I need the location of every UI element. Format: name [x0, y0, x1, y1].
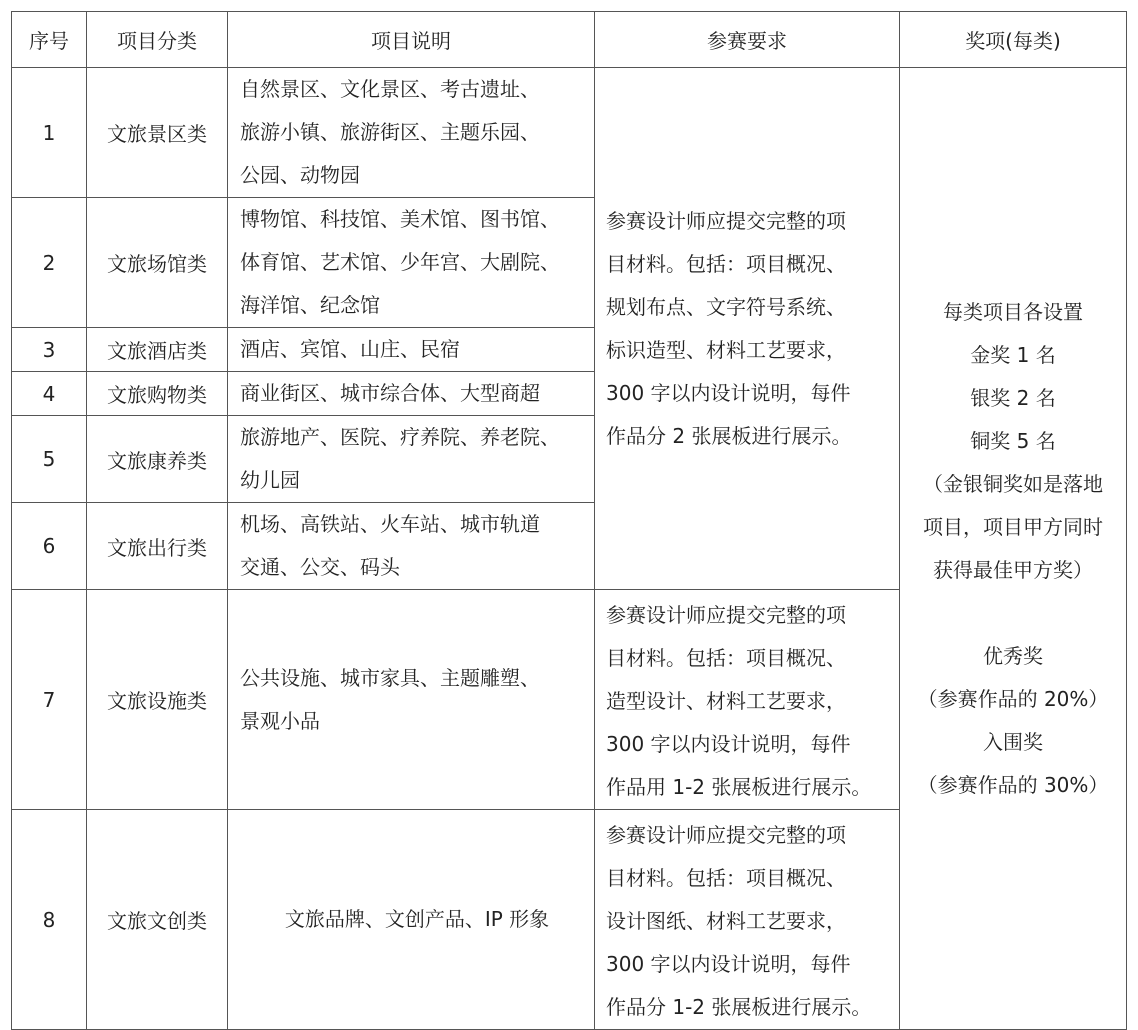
- row-number: 4: [12, 372, 87, 416]
- row-category: 文旅酒店类: [87, 328, 228, 372]
- header-no: 序号: [12, 12, 87, 68]
- row-number: 7: [12, 590, 87, 810]
- table-row: [12, 68, 1127, 198]
- awards-cell: 每类项目各设置 金奖 1 名 银奖 2 名 铜奖 5 名 （金银铜奖如是落地 项目，项目甲方同时 获得最佳甲方奖） 优秀奖 （参赛作品的 20%） 入围奖 （参赛作品的 30%）: [900, 68, 1127, 1030]
- row-number: 6: [12, 503, 87, 590]
- header-row: [12, 12, 1127, 68]
- row-description: 酒店、宾馆、山庄、民宿: [228, 328, 595, 372]
- header-awards: 奖项(每类): [900, 12, 1127, 68]
- header-description: 项目说明: [228, 12, 595, 68]
- row-description: 旅游地产、医院、疗养院、养老院、 幼儿园: [228, 416, 595, 503]
- row-description: 公共设施、城市家具、主题雕塑、 景观小品: [228, 590, 595, 810]
- row-description: 机场、高铁站、火车站、城市轨道 交通、公交、码头: [228, 503, 595, 590]
- header-requirements: 参赛要求: [595, 12, 900, 68]
- requirements-group-3: 参赛设计师应提交完整的项 目材料。包括：项目概况、 设计图纸、材料工艺要求， 300 字以内设计说明，每件 作品分 1-2 张展板进行展示。: [595, 810, 900, 1030]
- row-description: 商业街区、城市综合体、大型商超: [228, 372, 595, 416]
- row-number: 3: [12, 328, 87, 372]
- row-description: 博物馆、科技馆、美术馆、图书馆、 体育馆、艺术馆、少年宫、大剧院、 海洋馆、纪念馆: [228, 198, 595, 328]
- row-number: 8: [12, 810, 87, 1030]
- row-category: 文旅设施类: [87, 590, 228, 810]
- requirements-group-1: 参赛设计师应提交完整的项 目材料。包括：项目概况、 规划布点、文字符号系统、 标识造型、材料工艺要求， 300 字以内设计说明，每件 作品分 2 张展板进行展示。: [595, 68, 900, 590]
- row-category: 文旅景区类: [87, 68, 228, 198]
- row-number: 5: [12, 416, 87, 503]
- row-number: 2: [12, 198, 87, 328]
- row-category: 文旅康养类: [87, 416, 228, 503]
- row-category: 文旅文创类: [87, 810, 228, 1030]
- row-description: 自然景区、文化景区、考古遗址、 旅游小镇、旅游街区、主题乐园、 公园、动物园: [228, 68, 595, 198]
- award-table: [11, 11, 1127, 1030]
- header-category: 项目分类: [87, 12, 228, 68]
- row-category: 文旅出行类: [87, 503, 228, 590]
- row-description: 文旅品牌、文创产品、IP 形象: [228, 810, 595, 1030]
- row-number: 1: [12, 68, 87, 198]
- row-category: 文旅场馆类: [87, 198, 228, 328]
- requirements-group-2: 参赛设计师应提交完整的项 目材料。包括：项目概况、 造型设计、材料工艺要求， 300 字以内设计说明，每件 作品用 1-2 张展板进行展示。: [595, 590, 900, 810]
- row-category: 文旅购物类: [87, 372, 228, 416]
